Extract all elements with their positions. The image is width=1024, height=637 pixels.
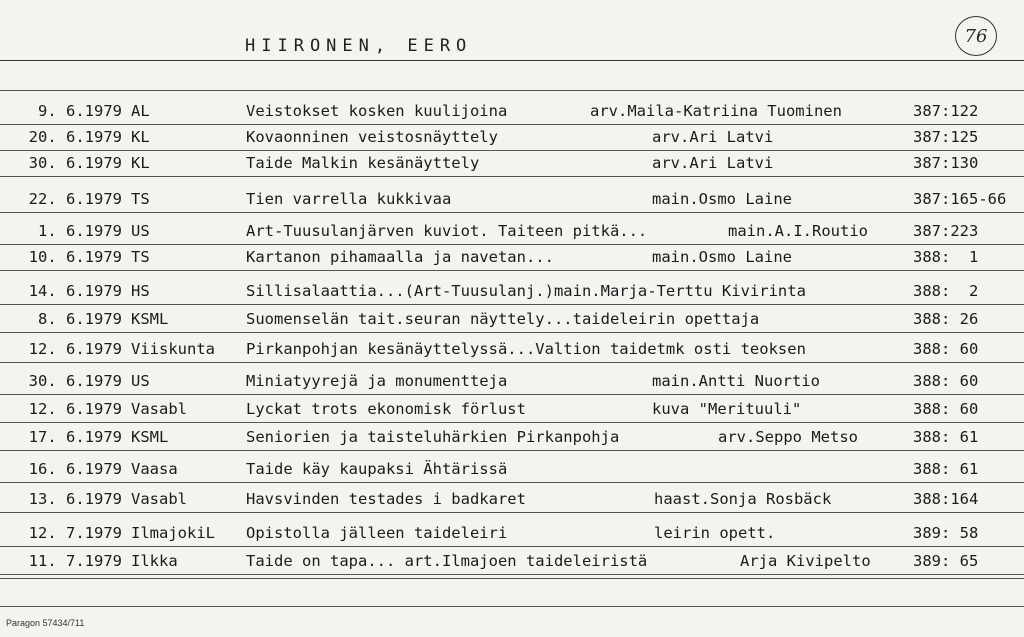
entry-author: Arja Kivipelto bbox=[740, 552, 871, 570]
entry-row bbox=[0, 150, 1024, 176]
entry-source: HS bbox=[131, 282, 150, 300]
entry-row bbox=[0, 424, 1024, 450]
entry-date: 10. 6.1979 bbox=[28, 248, 122, 266]
entry-source: KSML bbox=[131, 428, 169, 446]
entry-row bbox=[0, 244, 1024, 270]
entry-title: Havsvinden testades i badkaret bbox=[246, 490, 526, 508]
entry-title: Veistokset kosken kuulijoina bbox=[246, 102, 508, 120]
row-rule bbox=[0, 304, 1024, 305]
entry-author: main.Antti Nuortio bbox=[652, 372, 820, 390]
entry-reference: 388: 60 bbox=[913, 400, 979, 418]
entry-row bbox=[0, 368, 1024, 394]
entry-source: KL bbox=[131, 154, 150, 172]
entry-title: Sillisalaattia...(Art-Tuusulanj.)main.Marja-Terttu Kivirinta bbox=[246, 282, 806, 300]
entry-date: 8. 6.1979 bbox=[38, 310, 122, 328]
row-rule bbox=[0, 270, 1024, 271]
entry-reference: 388: 26 bbox=[913, 310, 979, 328]
entry-row bbox=[0, 456, 1024, 482]
entry-row bbox=[0, 396, 1024, 422]
entry-title: Suomenselän tait.seuran näyttely...taideleirin opettaja bbox=[246, 310, 760, 328]
entry-row bbox=[0, 520, 1024, 546]
entry-row bbox=[0, 336, 1024, 362]
entry-reference: 388: 2 bbox=[913, 282, 979, 300]
entry-source: Vaasa bbox=[131, 460, 178, 478]
entry-reference: 388: 61 bbox=[913, 460, 979, 478]
entry-title: Tien varrella kukkivaa bbox=[246, 190, 452, 208]
entry-row bbox=[0, 548, 1024, 574]
entry-title: Lyckat trots ekonomisk förlust bbox=[246, 400, 526, 418]
card-title: HIIRONEN, EERO bbox=[245, 36, 473, 56]
entry-source: TS bbox=[131, 248, 150, 266]
entry-date: 20. 6.1979 bbox=[28, 128, 122, 146]
entry-reference: 387:165-66 bbox=[913, 190, 1007, 208]
entry-title: Seniorien ja taisteluhärkien Pirkanpohja bbox=[246, 428, 620, 446]
entry-title: Art-Tuusulanjärven kuviot. Taiteen pitkä... bbox=[246, 222, 648, 240]
row-rule bbox=[0, 482, 1024, 483]
top-rule bbox=[0, 90, 1024, 91]
entry-title: Taide käy kaupaksi Ähtärissä bbox=[246, 460, 508, 478]
entry-title: Pirkanpohjan kesänäyttelyssä...Valtion taidetmk osti teoksen bbox=[246, 340, 806, 358]
entry-reference: 387:122 bbox=[913, 102, 979, 120]
row-rule bbox=[0, 362, 1024, 363]
entry-reference: 387:130 bbox=[913, 154, 979, 172]
entry-reference: 387:125 bbox=[913, 128, 979, 146]
entry-reference: 388: 1 bbox=[913, 248, 979, 266]
entry-source: Vasabl bbox=[131, 400, 187, 418]
entry-reference: 389: 65 bbox=[913, 552, 979, 570]
entry-date: 9. 6.1979 bbox=[38, 102, 122, 120]
entry-source: KSML bbox=[131, 310, 169, 328]
entry-date: 12. 7.1979 bbox=[28, 524, 122, 542]
entry-title: Taide Malkin kesänäyttely bbox=[246, 154, 480, 172]
entry-reference: 388: 61 bbox=[913, 428, 979, 446]
entry-source: KL bbox=[131, 128, 150, 146]
entry-title: Kovaonninen veistosnäyttely bbox=[246, 128, 498, 146]
entry-source: Vasabl bbox=[131, 490, 187, 508]
entry-row bbox=[0, 186, 1024, 212]
entry-author: main.Osmo Laine bbox=[652, 248, 792, 266]
row-rule bbox=[0, 574, 1024, 575]
entry-date: 30. 6.1979 bbox=[28, 372, 122, 390]
lower-rule bbox=[0, 606, 1024, 607]
entry-reference: 387:223 bbox=[913, 222, 979, 240]
row-rule bbox=[0, 176, 1024, 177]
entry-author: arv.Maila-Katriina Tuominen bbox=[590, 102, 842, 120]
row-rule bbox=[0, 512, 1024, 513]
entry-source: US bbox=[131, 372, 150, 390]
entry-reference: 389: 58 bbox=[913, 524, 979, 542]
entry-reference: 388: 60 bbox=[913, 340, 979, 358]
entry-source: US bbox=[131, 222, 150, 240]
entry-row bbox=[0, 486, 1024, 512]
entry-date: 12. 6.1979 bbox=[28, 400, 122, 418]
entry-date: 1. 6.1979 bbox=[38, 222, 122, 240]
entry-author: arv.Ari Latvi bbox=[652, 154, 774, 172]
header-rule bbox=[0, 60, 1024, 61]
printer-mark: Paragon 57434/711 bbox=[6, 618, 85, 628]
entry-date: 11. 7.1979 bbox=[28, 552, 122, 570]
entry-source: TS bbox=[131, 190, 150, 208]
row-rule bbox=[0, 332, 1024, 333]
entry-reference: 388:164 bbox=[913, 490, 979, 508]
entry-author: haast.Sonja Rosbäck bbox=[654, 490, 832, 508]
entry-date: 13. 6.1979 bbox=[28, 490, 122, 508]
card-number-circle: 76 bbox=[955, 16, 997, 56]
entry-title: Taide on tapa... art.Ilmajoen taideleiristä bbox=[246, 552, 648, 570]
row-rule bbox=[0, 546, 1024, 547]
row-rule bbox=[0, 450, 1024, 451]
entry-row bbox=[0, 218, 1024, 244]
entry-source: IlmajokiL bbox=[131, 524, 215, 542]
entry-author: arv.Ari Latvi bbox=[652, 128, 774, 146]
row-rule bbox=[0, 422, 1024, 423]
entry-reference: 388: 60 bbox=[913, 372, 979, 390]
entry-author: arv.Seppo Metso bbox=[718, 428, 858, 446]
entry-author: main.Osmo Laine bbox=[652, 190, 792, 208]
entry-author: main.A.I.Routio bbox=[728, 222, 868, 240]
entry-author: kuva "Merituuli" bbox=[652, 400, 802, 418]
entry-source: AL bbox=[131, 102, 150, 120]
entry-date: 30. 6.1979 bbox=[28, 154, 122, 172]
entry-row bbox=[0, 98, 1024, 124]
entry-row bbox=[0, 124, 1024, 150]
entry-date: 12. 6.1979 bbox=[28, 340, 122, 358]
entry-title: Miniatyyrejä ja monumentteja bbox=[246, 372, 508, 390]
entry-row bbox=[0, 278, 1024, 304]
entry-date: 22. 6.1979 bbox=[28, 190, 122, 208]
row-rule bbox=[0, 394, 1024, 395]
entry-title: Opistolla jälleen taideleiri bbox=[246, 524, 508, 542]
bottom-rule bbox=[0, 578, 1024, 579]
entry-source: Ilkka bbox=[131, 552, 178, 570]
entry-date: 14. 6.1979 bbox=[28, 282, 122, 300]
entry-source: Viiskunta bbox=[131, 340, 215, 358]
entry-date: 16. 6.1979 bbox=[28, 460, 122, 478]
row-rule bbox=[0, 212, 1024, 213]
entry-title: Kartanon pihamaalla ja navetan... bbox=[246, 248, 554, 266]
entry-author: leirin opett. bbox=[654, 524, 776, 542]
entry-row bbox=[0, 306, 1024, 332]
entry-date: 17. 6.1979 bbox=[28, 428, 122, 446]
